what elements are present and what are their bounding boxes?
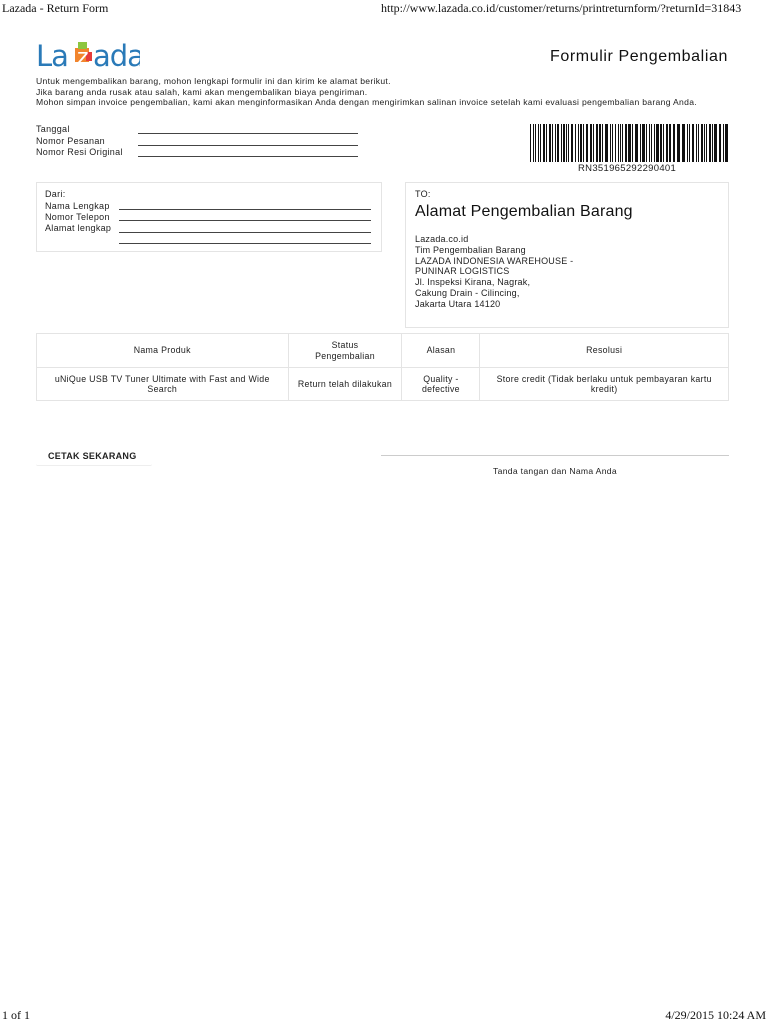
- resolution-cell: Store credit (Tidak berlaku untuk pembayaran kartu kredit): [480, 368, 729, 401]
- print-header: [0, 1, 768, 17]
- barcode-bar: [682, 124, 685, 162]
- reason-cell: [402, 368, 480, 401]
- barcode: [530, 124, 728, 162]
- address-line: LAZADA INDONESIA WAREHOUSE -: [415, 255, 574, 266]
- barcode-bar: [575, 124, 576, 162]
- form-title: Formulir Pengembalian: [549, 48, 728, 65]
- intro-text: [36, 76, 736, 108]
- barcode-bar: [669, 124, 671, 162]
- col-return-status: [288, 334, 402, 368]
- barcode-bar: [563, 124, 565, 162]
- address-line: Tim Pengembalian Barang: [415, 244, 526, 255]
- barcode-bar: [540, 124, 541, 162]
- barcode-bar: [578, 124, 579, 162]
- order-fields: [36, 124, 366, 159]
- barcode-bar: [646, 124, 647, 162]
- order-number-field[interactable]: [36, 136, 366, 148]
- barcode-bar: [543, 124, 545, 162]
- barcode-bar: [723, 124, 724, 162]
- return-address-heading: Alamat Pengembalian Barang: [415, 203, 633, 220]
- barcode-bar: [701, 124, 703, 162]
- barcode-bar: [612, 124, 613, 162]
- barcode-bar: [642, 124, 645, 162]
- barcode-bar: [552, 124, 553, 162]
- phone-label: Nomor Telepon: [45, 212, 110, 222]
- barcode-bar: [719, 124, 721, 162]
- intro-line: Untuk mengembalikan barang, mohon lengkapi formulir ini dan kirim ke alamat berikut.: [36, 76, 391, 86]
- barcode-bar: [725, 124, 728, 162]
- table-header-row: [37, 334, 729, 368]
- barcode-bar: [706, 124, 707, 162]
- barcode-bar: [704, 124, 705, 162]
- barcode-bar: [625, 124, 627, 162]
- barcode-bar: [709, 124, 711, 162]
- date-field[interactable]: [36, 124, 366, 136]
- barcode-bar: [599, 124, 601, 162]
- signature-label: Tanda tangan dan Nama Anda: [493, 466, 617, 476]
- barcode-bar: [656, 124, 659, 162]
- col-return-status-label: Status Pengembalian: [315, 339, 375, 361]
- reason-text: Quality - defective: [421, 373, 460, 394]
- address-label: Alamat lengkap: [45, 223, 112, 233]
- barcode-bar: [618, 124, 619, 162]
- barcode-bar: [590, 124, 592, 162]
- barcode-bar: [546, 124, 547, 162]
- barcode-bar: [635, 124, 638, 162]
- to-label: TO:: [415, 189, 431, 199]
- return-address-box: [405, 182, 729, 328]
- sender-box: [36, 182, 382, 252]
- puzzle-piece-z: [75, 42, 92, 70]
- barcode-bar: [620, 124, 621, 162]
- barcode-bar: [602, 124, 603, 162]
- full-name-label: Nama Lengkap: [45, 201, 110, 211]
- barcode-bar: [586, 124, 588, 162]
- barcode-bar: [677, 124, 680, 162]
- intro-line: Jika barang anda rusak atau salah, kami akan mengembalikan biaya pengiriman.: [36, 86, 368, 97]
- svg-text:z: z: [77, 45, 89, 70]
- address-line-2[interactable]: [119, 243, 371, 244]
- barcode-bar: [712, 124, 713, 162]
- barcode-bar: [580, 124, 582, 162]
- barcode-bar: [654, 124, 655, 162]
- print-footer: [0, 1008, 768, 1024]
- barcode-bar: [714, 124, 717, 162]
- return-status-cell: Return telah dilakukan: [288, 368, 402, 401]
- svg-text:ada: ada: [93, 39, 140, 73]
- barcode-bar: [632, 124, 633, 162]
- svg-text:La: La: [36, 39, 68, 73]
- barcode-bar: [689, 124, 690, 162]
- barcode-bar: [663, 124, 664, 162]
- product-name-cell: uNiQue USB TV Tuner Ultimate with Fast and Wide Search: [37, 368, 289, 401]
- barcode-number: RN351965292290401: [578, 163, 677, 174]
- barcode-bar: [696, 124, 697, 162]
- barcode-bar: [535, 124, 536, 162]
- barcode-bar: [557, 124, 559, 162]
- print-now-button[interactable]: CETAK SEKARANG: [36, 447, 152, 466]
- barcode-bar: [549, 124, 551, 162]
- barcode-bar: [628, 124, 631, 162]
- barcode-bar: [593, 124, 594, 162]
- barcode-bar: [692, 124, 694, 162]
- intro-line: Mohon simpan invoice pengembalian, kami akan menginformasikan Anda dengan mengirimkan salinan invoice setelah kami evaluasi pengembalian barang Anda.: [36, 97, 697, 107]
- full-name-line[interactable]: [119, 209, 371, 210]
- barcode-bar: [687, 124, 688, 162]
- date-line: [138, 133, 358, 134]
- print-datetime: 4/29/2015 10:24 AM: [665, 1008, 766, 1022]
- barcode-bar: [622, 124, 623, 162]
- barcode-bar: [561, 124, 562, 162]
- barcode-bar: [596, 124, 598, 162]
- barcode-bar: [640, 124, 641, 162]
- col-reason: Alasan: [402, 334, 480, 368]
- barcode-bar: [673, 124, 675, 162]
- barcode-bar: [615, 124, 616, 162]
- col-product-name: Nama Produk: [37, 334, 289, 368]
- barcode-bar: [538, 124, 539, 162]
- address-line[interactable]: [119, 232, 371, 233]
- barcode-bar: [649, 124, 650, 162]
- barcode-bar: [555, 124, 556, 162]
- barcode-bar: [698, 124, 699, 162]
- barcode-bar: [666, 124, 668, 162]
- product-table: [36, 333, 729, 401]
- page-count: 1 of 1: [2, 1008, 30, 1022]
- barcode-bar: [533, 124, 534, 162]
- barcode-bar: [568, 124, 569, 162]
- barcode-bar: [605, 124, 608, 162]
- table-row: [37, 368, 729, 401]
- barcode-bar: [610, 124, 611, 162]
- col-resolution: Resolusi: [480, 334, 729, 368]
- original-receipt-line: [138, 156, 358, 157]
- original-receipt-field[interactable]: [36, 147, 366, 159]
- barcode-bar: [566, 124, 567, 162]
- address-line: Cakung Drain - Cilincing,: [415, 287, 520, 298]
- barcode-bar: [530, 124, 531, 162]
- print-page-url: http://www.lazada.co.id/customer/returns/printreturnform/?returnId=31843: [381, 1, 742, 15]
- barcode-bar: [583, 124, 584, 162]
- order-number-label: Nomor Pesanan: [36, 135, 105, 146]
- address-line: PUNINAR LOGISTICS: [415, 266, 510, 277]
- order-number-line: [138, 145, 358, 146]
- barcode-bar: [651, 124, 652, 162]
- phone-line[interactable]: [119, 220, 371, 221]
- address-line: Jakarta Utara 14120: [415, 298, 501, 309]
- sender-title: Dari:: [45, 189, 66, 199]
- address-line: Jl. Inspeksi Kirana, Nagrak,: [415, 277, 531, 288]
- signature-line: [381, 455, 729, 456]
- lazada-logo-mark: [36, 38, 140, 74]
- print-page-title: Lazada - Return Form: [2, 1, 109, 15]
- date-label: Tanggal: [36, 124, 70, 134]
- address-line: Lazada.co.id: [415, 234, 469, 244]
- return-address: [415, 234, 573, 310]
- barcode-bar: [660, 124, 662, 162]
- lazada-logo: [36, 38, 140, 74]
- barcode-bar: [571, 124, 573, 162]
- original-receipt-label: Nomor Resi Original: [36, 147, 123, 157]
